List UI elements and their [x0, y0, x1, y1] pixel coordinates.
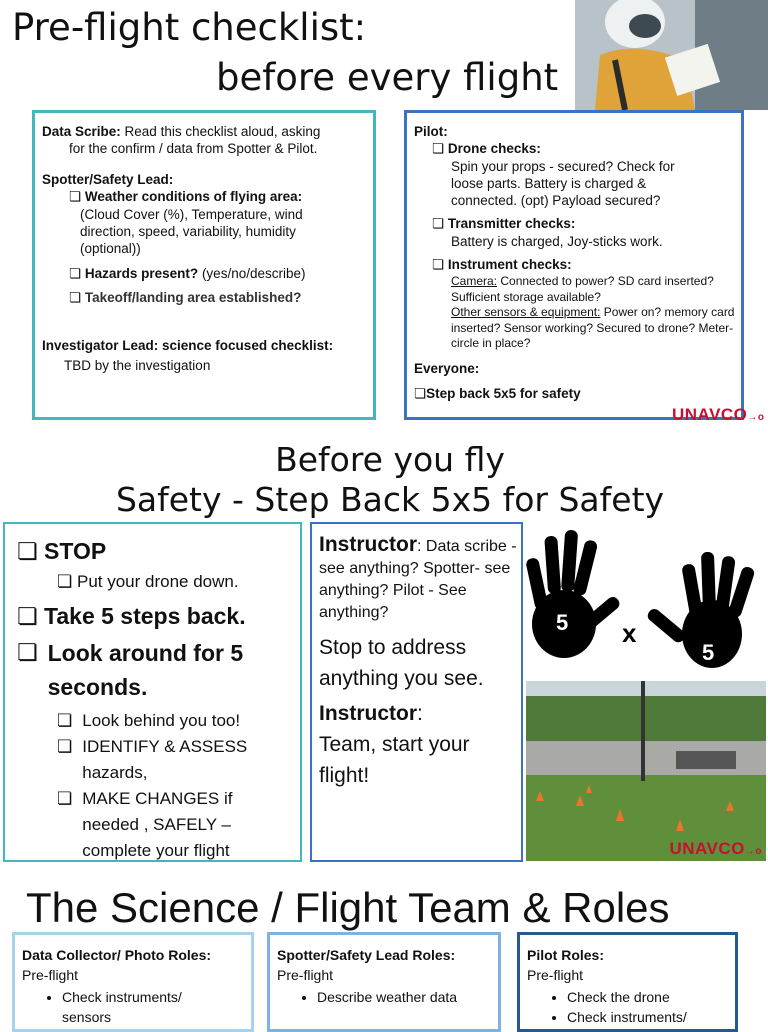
- instructor-box: Instructor: Data scribe - see anything? Spotter- see anything? Pilot - See anything? Stop to address anything you see. Instructor: Team, start your flight!: [310, 522, 523, 862]
- team-start-text: Team, start your flight!: [319, 733, 470, 787]
- safety-title: Safety - Step Back 5x5 for Safety: [115, 480, 665, 519]
- scribe-text: Read this checklist aloud, asking: [124, 124, 321, 139]
- checkbox-icon[interactable]: ❏: [69, 266, 82, 282]
- pilot-box: [404, 110, 744, 420]
- collector-title: Data Collector/ Photo Roles:: [22, 947, 212, 963]
- unavco-logo: UNAVCO→o: [672, 405, 765, 424]
- pilot-roles-box: [517, 932, 738, 1032]
- scribe-spotter-box: [32, 110, 376, 420]
- drone-checks-label: Drone checks:: [447, 141, 541, 156]
- identify-step: IDENTIFY & ASSESS hazards,: [82, 737, 248, 782]
- pilot-item-2: • Check instruments/: [567, 1007, 687, 1027]
- pilot-item-1: • Check the drone: [567, 987, 687, 1007]
- before-fly-title: Before you fly: [275, 440, 505, 479]
- checkbox-icon[interactable]: ❏: [57, 737, 73, 757]
- checkbox-icon[interactable]: ❏: [432, 216, 445, 232]
- checkbox-icon[interactable]: ❏: [17, 604, 38, 630]
- times-symbol: x: [622, 618, 637, 648]
- unavco-logo-2: UNAVCO→o: [669, 839, 762, 858]
- instructor-label-2: Instructor: [319, 702, 418, 725]
- hazards-label: Hazards present?: [84, 266, 199, 281]
- other-sensors-text: Power on? memory card inserted? Sensor working? Secured to drone? Meter-circle in place?: [451, 305, 735, 350]
- left-hand-number: 5: [556, 610, 569, 635]
- checkbox-icon[interactable]: ❏: [432, 257, 445, 273]
- spotter-roles-title: Spotter/Safety Lead Roles:: [277, 947, 456, 963]
- changes-step: MAKE CHANGES if needed , SAFELY – complete your flight: [82, 789, 233, 860]
- drone-checks-text: Spin your props - secured? Check for loose parts. Battery is charged & connected. (opt) Payload secured?: [451, 159, 675, 208]
- checkbox-icon[interactable]: ❏: [17, 539, 38, 565]
- put-down-step: Put your drone down.: [76, 572, 239, 591]
- stop-address-text: Stop to address anything you see.: [319, 636, 484, 690]
- collector-roles-box: [12, 932, 254, 1032]
- instructor-text: : Data scribe - see anything? Spotter- see anything? Pilot - See anything?: [319, 538, 517, 621]
- checkbox-icon[interactable]: ❏: [69, 189, 82, 205]
- right-hand-number: 5: [702, 640, 715, 665]
- collector-item: • Check instruments/ sensors: [62, 987, 212, 1027]
- page-title-line2: before every flight: [216, 56, 559, 99]
- spotter-label: Spotter/Safety Lead:: [42, 172, 174, 187]
- pilot-roles-title: Pilot Roles:: [527, 947, 605, 963]
- transmitter-label: Transmitter checks:: [447, 216, 576, 231]
- instrument-label: Instrument checks:: [447, 257, 572, 272]
- pilot-photo: [575, 0, 768, 110]
- hands-5x5-graphic: [526, 522, 768, 677]
- spotter-item: • Describe weather data: [317, 987, 457, 1007]
- camera-text: Connected to power? SD card inserted? Sufficient storage available?: [451, 274, 714, 304]
- field-photo: [526, 681, 766, 861]
- step-back-text: Step back 5x5 for safety: [426, 385, 581, 401]
- weather-detail: (Cloud Cover (%), Temperature, wind direction, speed, variability, humidity (optional)): [80, 207, 303, 256]
- checkbox-icon[interactable]: ❏: [69, 290, 82, 306]
- camera-label: Camera:: [451, 274, 498, 288]
- stop-step: STOP: [44, 538, 107, 564]
- checkbox-icon[interactable]: ❏: [432, 141, 445, 157]
- hazards-detail: (yes/no/describe): [201, 266, 306, 281]
- scribe-text-2: for the confirm / data from Spotter & Pilot.: [69, 141, 318, 156]
- checkbox-icon[interactable]: ❏: [17, 640, 38, 666]
- look-behind-step: Look behind you too!: [82, 711, 241, 730]
- other-sensors-label: Other sensors & equipment:: [451, 305, 601, 319]
- roles-title: The Science / Flight Team & Roles: [26, 884, 670, 931]
- instructor-label: Instructor: [319, 533, 418, 556]
- investigator-label: Investigator Lead: science focused checklist:: [42, 338, 334, 353]
- take-steps-step: Take 5 steps back.: [44, 603, 246, 629]
- checkbox-icon[interactable]: ❏: [57, 572, 73, 592]
- pilot-pre: Pre-flight: [527, 967, 584, 983]
- scribe-label: Data Scribe:: [42, 124, 121, 139]
- spotter-roles-box: [267, 932, 501, 1032]
- pilot-label: Pilot:: [414, 124, 448, 139]
- checkbox-icon[interactable]: ❏: [414, 385, 427, 402]
- weather-label: Weather conditions of flying area:: [84, 189, 303, 204]
- safety-steps-box: [3, 522, 302, 862]
- spotter-pre: Pre-flight: [277, 967, 334, 983]
- checkbox-icon[interactable]: ❏: [57, 711, 73, 731]
- collector-pre: Pre-flight: [22, 967, 79, 983]
- look-around-step: Look around for 5 seconds.: [47, 640, 244, 700]
- everyone-label: Everyone:: [414, 360, 480, 376]
- page-title-line1: Pre-flight checklist:: [12, 6, 367, 49]
- investigator-text: TBD by the investigation: [64, 358, 211, 373]
- transmitter-text: Battery is charged, Joy-sticks work.: [451, 234, 663, 249]
- takeoff-label: Takeoff/landing area established?: [84, 290, 302, 305]
- checkbox-icon[interactable]: ❏: [57, 789, 73, 809]
